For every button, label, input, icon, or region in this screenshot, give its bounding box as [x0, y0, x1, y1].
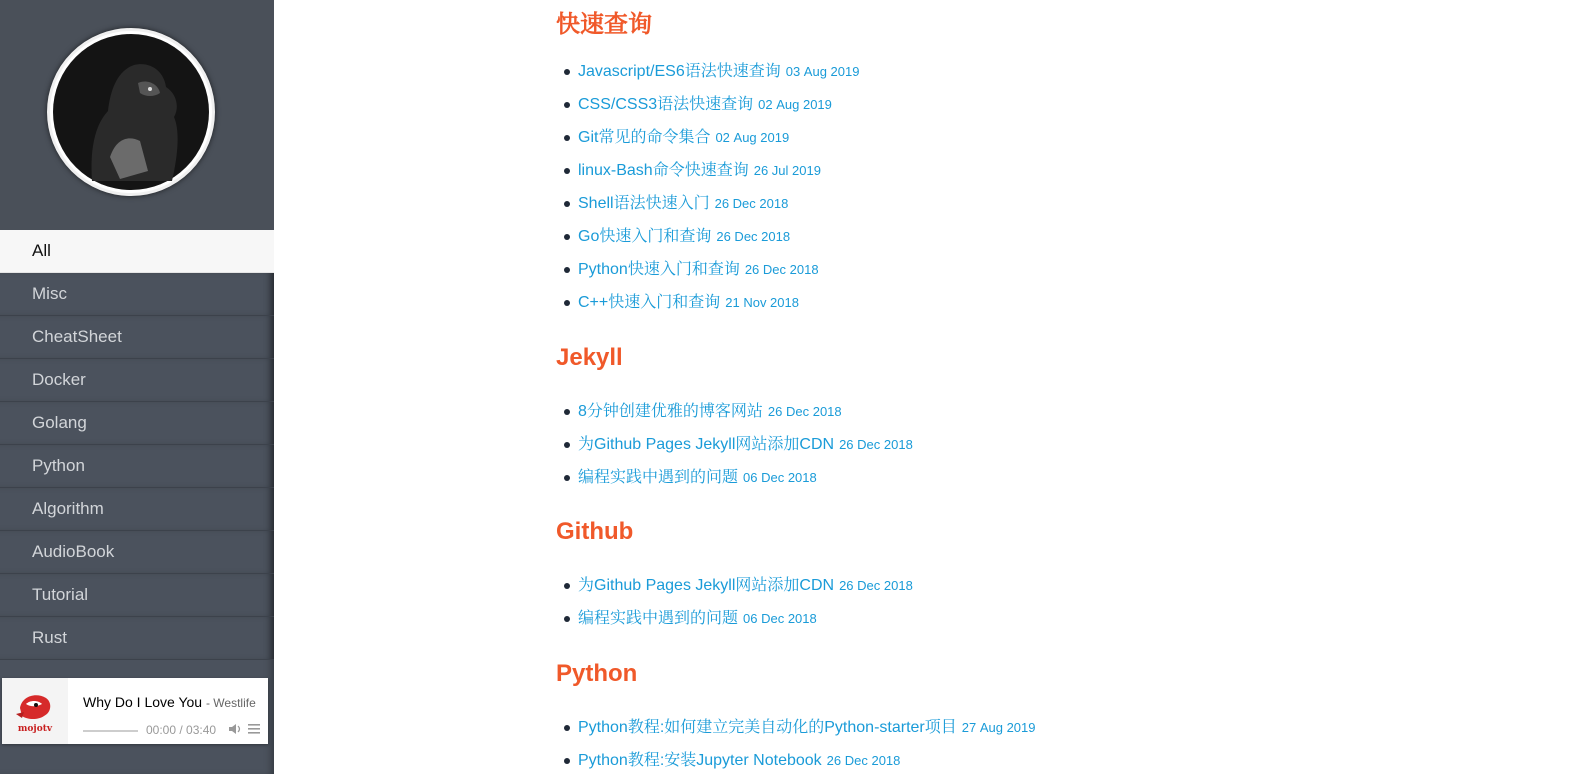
list-item: [578, 461, 913, 494]
list-item: [578, 253, 859, 286]
post-list: [578, 55, 859, 319]
list-item: [578, 711, 1035, 744]
svg-text:mojotv: mojotv: [17, 724, 53, 734]
album-cover[interactable]: [2, 678, 68, 744]
post-date: 26 Dec 2018: [714, 196, 789, 211]
sidebar-item-docker[interactable]: Docker: [0, 359, 274, 402]
list-item: [578, 428, 913, 461]
post-list: [578, 711, 1035, 777]
post-date: 02 Aug 2019: [715, 130, 790, 145]
post-link[interactable]: 编程实践中遇到的问题: [578, 469, 739, 486]
post-date: 21 Nov 2018: [725, 295, 799, 310]
list-item: [578, 395, 913, 428]
sidebar-item-audiobook[interactable]: AudioBook: [0, 531, 274, 574]
post-list: [578, 395, 913, 494]
avatar[interactable]: [47, 28, 215, 196]
sidebar-item-rust[interactable]: Rust: [0, 617, 274, 660]
list-item: [578, 286, 859, 319]
sidebar-item-tutorial[interactable]: Tutorial: [0, 574, 274, 617]
sidebar-item-misc[interactable]: Misc: [0, 273, 274, 316]
post-link[interactable]: Python教程:安装Jupyter Notebook: [578, 752, 822, 769]
sidebar: [0, 0, 274, 774]
time-display: 00:00 / 03:40: [146, 723, 217, 737]
post-link[interactable]: 为Github Pages Jekyll网站添加CDN: [578, 436, 835, 453]
sidebar-item-all[interactable]: All: [0, 230, 274, 273]
list-item: [578, 220, 859, 253]
sidebar-item-algorithm[interactable]: Algorithm: [0, 488, 274, 531]
category-heading: 快速查询: [556, 11, 652, 38]
post-date: 03 Aug 2019: [785, 64, 860, 79]
post-list: [578, 569, 913, 635]
post-link[interactable]: 为Github Pages Jekyll网站添加CDN: [578, 577, 835, 594]
post-link[interactable]: C++快速入门和查询: [578, 294, 721, 311]
post-date: 26 Dec 2018: [716, 229, 791, 244]
sidebar-item-cheatsheet[interactable]: CheatSheet: [0, 316, 274, 359]
category-nav: [0, 230, 274, 660]
post-link[interactable]: 8分钟创建优雅的博客网站: [578, 403, 763, 420]
song-artist: - Westlife: [205, 696, 256, 710]
post-date: 02 Aug 2019: [758, 97, 832, 112]
post-date: 26 Dec 2018: [839, 578, 913, 593]
song-name: Why Do I Love You: [83, 694, 203, 710]
list-item: [578, 187, 859, 220]
list-item: [578, 154, 859, 187]
song-title: [83, 694, 256, 710]
category-heading: Github: [556, 518, 634, 545]
post-link[interactable]: Shell语法快速入门: [578, 195, 710, 212]
post-date: 26 Dec 2018: [744, 262, 819, 277]
post-link[interactable]: CSS/CSS3语法快速查询: [578, 96, 754, 113]
gorilla-icon: [50, 31, 212, 193]
post-link[interactable]: Javascript/ES6语法快速查询: [578, 63, 781, 80]
post-date: 26 Dec 2018: [826, 753, 901, 768]
post-link[interactable]: linux-Bash命令快速查询: [578, 162, 749, 179]
list-item: [578, 88, 859, 121]
sidebar-item-python[interactable]: Python: [0, 445, 274, 488]
volume-icon[interactable]: [228, 722, 242, 736]
post-link[interactable]: Python快速入门和查询: [578, 261, 740, 278]
post-date: 26 Dec 2018: [839, 437, 913, 452]
list-item: [578, 602, 913, 635]
post-link[interactable]: Go快速入门和查询: [578, 228, 712, 245]
category-heading: Python: [556, 660, 638, 687]
post-date: 06 Dec 2018: [743, 470, 817, 485]
sidebar-item-golang[interactable]: Golang: [0, 402, 274, 445]
post-link[interactable]: Python教程:如何建立完美自动化的Python-starter项目: [578, 719, 957, 736]
list-item: [578, 121, 859, 154]
mojotv-logo-icon: [2, 678, 68, 744]
list-item: [578, 55, 859, 88]
post-date: 26 Jul 2019: [753, 163, 821, 178]
list-item: [578, 569, 913, 602]
post-date: 06 Dec 2018: [743, 611, 817, 626]
post-link[interactable]: 编程实践中遇到的问题: [578, 610, 739, 627]
music-player: [2, 678, 268, 744]
list-item: [578, 744, 1035, 777]
progress-bar[interactable]: [83, 730, 138, 732]
post-link[interactable]: Git常见的命令集合: [578, 129, 711, 146]
post-date: 26 Dec 2018: [767, 404, 842, 419]
avatar-header: [0, 0, 274, 230]
playlist-menu-icon[interactable]: [248, 724, 260, 734]
post-date: 27 Aug 2019: [961, 720, 1036, 735]
category-heading: Jekyll: [556, 344, 623, 371]
